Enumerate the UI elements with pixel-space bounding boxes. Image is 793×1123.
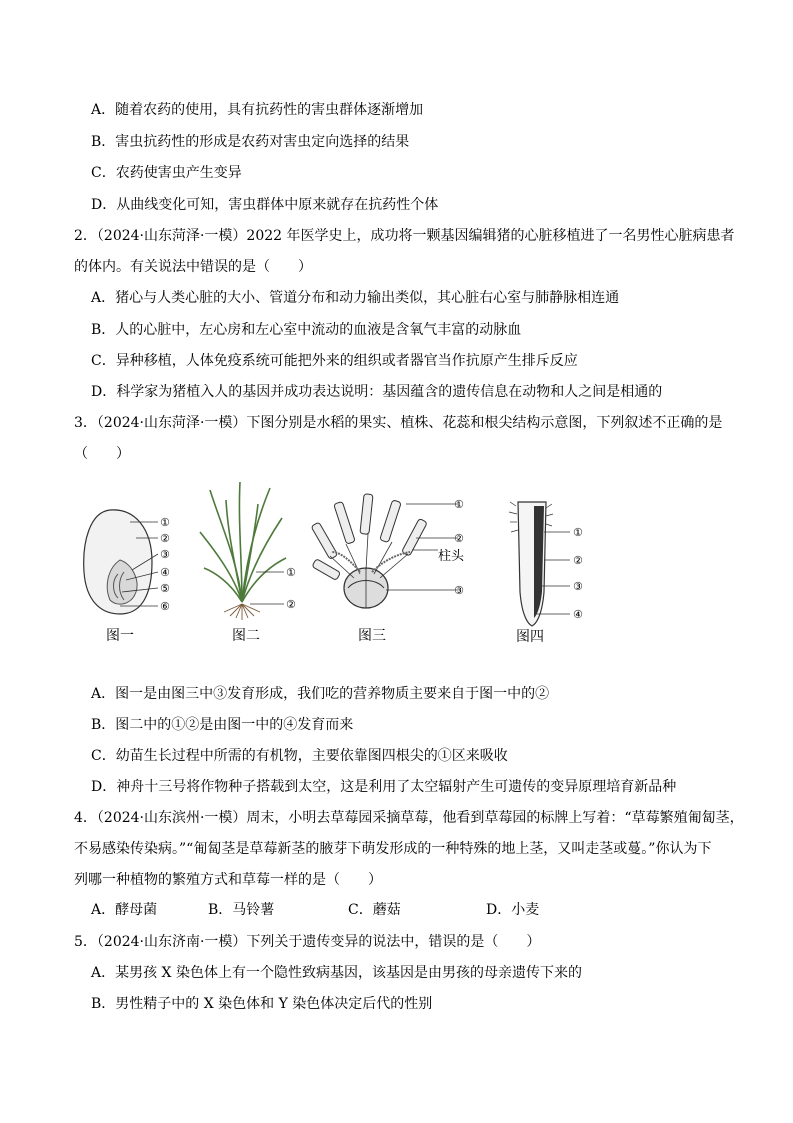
fig1-label-6: ⑥: [160, 600, 170, 613]
q3-option-d: D．神舟十三号将作物种子搭载到太空，这是利用了太空辐射产生可遗传的变异原理培育新品种: [91, 779, 677, 795]
fig4-root-tip: [500, 492, 620, 652]
q4-stem-line2: 不易感染传染病。”“匍匐茎是草莓新茎的腋芽下萌发形成的一种特殊的地上茎，又叫走茎或蔓。”你认为下: [74, 841, 712, 857]
fig2-caption: 图二: [232, 628, 260, 644]
q4-option-d: D．小麦: [486, 902, 540, 918]
fig3-label-2: ②: [454, 532, 464, 545]
fig1-label-4: ④: [160, 566, 170, 579]
fig4-caption: 图四: [516, 629, 544, 645]
q3-figure-svg: [70, 482, 550, 652]
q1-option-b: B．害虫抗药性的形成是农药对害虫定向选择的结果: [91, 134, 410, 150]
q2-option-a: A．猪心与人类心脏的大小、管道分布和动力输出类似，其心脏右心室与肺静脉相连通: [91, 290, 620, 306]
q2-stem-line2: 的体内。有关说法中错误的是（ ）: [74, 259, 312, 275]
q4-stem-line3: 列哪一种植物的繁殖方式和草莓一样的是（ ）: [74, 872, 382, 888]
q2-option-b: B．人的心脏中，左心房和左心室中流动的血液是含氧气丰富的动脉血: [91, 322, 522, 338]
q3-option-b: B．图二中的①②是由图一中的④发育而来: [91, 717, 354, 733]
q1-option-a: A．随着农药的使用，具有抗药性的害虫群体逐渐增加: [91, 102, 424, 118]
fig3-label-3: ③: [454, 584, 464, 597]
q1-option-c: C．农药使害虫产生变异: [91, 165, 242, 181]
fig4-label-3: ③: [573, 580, 583, 593]
fig2-rice-plant: [200, 482, 286, 620]
fig4-label-2: ②: [573, 554, 583, 567]
fig3-rice-flower: [311, 494, 465, 608]
q2-option-d: D．科学家为猪植入人的基因并成功表达说明：基因蕴含的遗传信息在动物和人之间是相通的: [91, 384, 663, 400]
fig4-label-1: ①: [573, 526, 583, 539]
q3-option-c: C．幼苗生长过程中所需的有机物，主要依靠图四根尖的①区来吸收: [91, 748, 508, 764]
fig1-label-5: ⑤: [160, 582, 170, 595]
q2-stem-line1: 2．（2024·山东菏泽·一模）2022 年医学史上，成功将一颗基因编辑猪的心脏移植进了一名男性心脏病患者: [74, 228, 735, 244]
fig1-label-3: ③: [160, 548, 170, 561]
fig1-rice-grain: [84, 510, 170, 614]
fig1-label-1: ①: [160, 516, 170, 529]
q1-option-d: D．从曲线变化可知，害虫群体中原来就存在抗药性个体: [91, 197, 439, 213]
fig4-label-4: ④: [573, 608, 583, 621]
fig1-label-2: ②: [160, 532, 170, 545]
q3-stem-line1: 3．（2024·山东菏泽·一模）下图分别是水稻的果实、植株、花蕊和根尖结构示意图，下列叙述不正确的是: [74, 415, 723, 431]
q4-option-c: C．蘑菇: [348, 902, 401, 918]
fig3-stigma-label: 柱头: [438, 549, 465, 564]
q5-option-b: B．男性精子中的 X 染色体和 Y 染色体决定后代的性别: [91, 996, 433, 1012]
q3-figures: [70, 482, 490, 652]
q2-option-c: C．异种移植，人体免疫系统可能把外来的组织或者器官当作抗原产生排斥反应: [91, 353, 578, 369]
q4-stem-line1: 4．（2024·山东滨州·一模）周末，小明去草莓园采摘草莓，他看到草莓园的标牌上写着：“草莓繁殖匍匐茎，: [74, 810, 744, 826]
q5-option-a: A．某男孩 X 染色体上有一个隐性致病基因，该基因是由男孩的母亲遗传下来的: [91, 965, 582, 981]
q3-option-a: A．图一是由图三中③发育形成，我们吃的营养物质主要来自于图一中的②: [91, 686, 550, 702]
q4-option-b: B．马铃薯: [208, 902, 275, 918]
fig3-caption: 图三: [358, 628, 386, 644]
fig2-label-2: ②: [286, 598, 296, 611]
q3-stem-line2: （ ）: [74, 446, 130, 462]
q4-option-a: A．酵母菌: [91, 902, 158, 918]
fig1-caption: 图一: [106, 628, 134, 644]
fig2-label-1: ①: [286, 566, 296, 579]
fig3-label-1: ①: [454, 498, 464, 511]
q5-stem-line1: 5．（2024·山东济南·一模）下列关于遗传变异的说法中，错误的是（ ）: [74, 934, 541, 950]
